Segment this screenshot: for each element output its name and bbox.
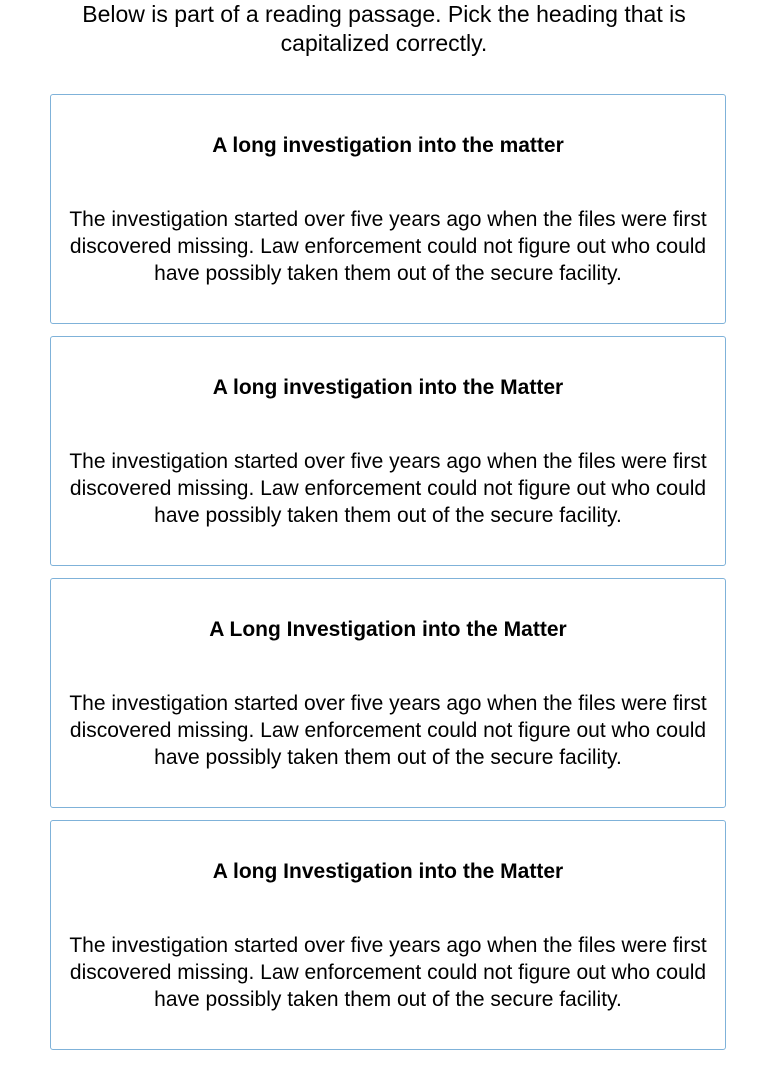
option-passage: The investigation started over five years ago when the files were first discovered missing. Law enforcement could not figure out who could have possibly taken them out of the secure facility. [69, 450, 707, 527]
option-passage: The investigation started over five years ago when the files were first discovered missing. Law enforcement could not figure out who could have possibly taken them out of the secure facility. [69, 692, 707, 769]
option-heading: A long investigation into the matter [212, 134, 564, 157]
answer-option-1[interactable] [50, 94, 726, 324]
answer-option-3[interactable] [50, 578, 726, 808]
option-passage: The investigation started over five years ago when the files were first discovered missing. Law enforcement could not figure out who could have possibly taken them out of the secure facility. [69, 934, 707, 1011]
answer-option-4[interactable] [50, 820, 726, 1050]
option-heading: A long Investigation into the Matter [212, 860, 564, 883]
option-passage: The investigation started over five years ago when the files were first discovered missing. Law enforcement could not figure out who could have possibly taken them out of the secure facility. [69, 208, 707, 285]
question-prompt: Below is part of a reading passage. Pick the heading that is capitalized correctly. [82, 1, 686, 56]
option-heading: A long investigation into the Matter [212, 376, 564, 399]
option-heading: A Long Investigation into the Matter [209, 618, 567, 641]
answer-option-2[interactable] [50, 336, 726, 566]
